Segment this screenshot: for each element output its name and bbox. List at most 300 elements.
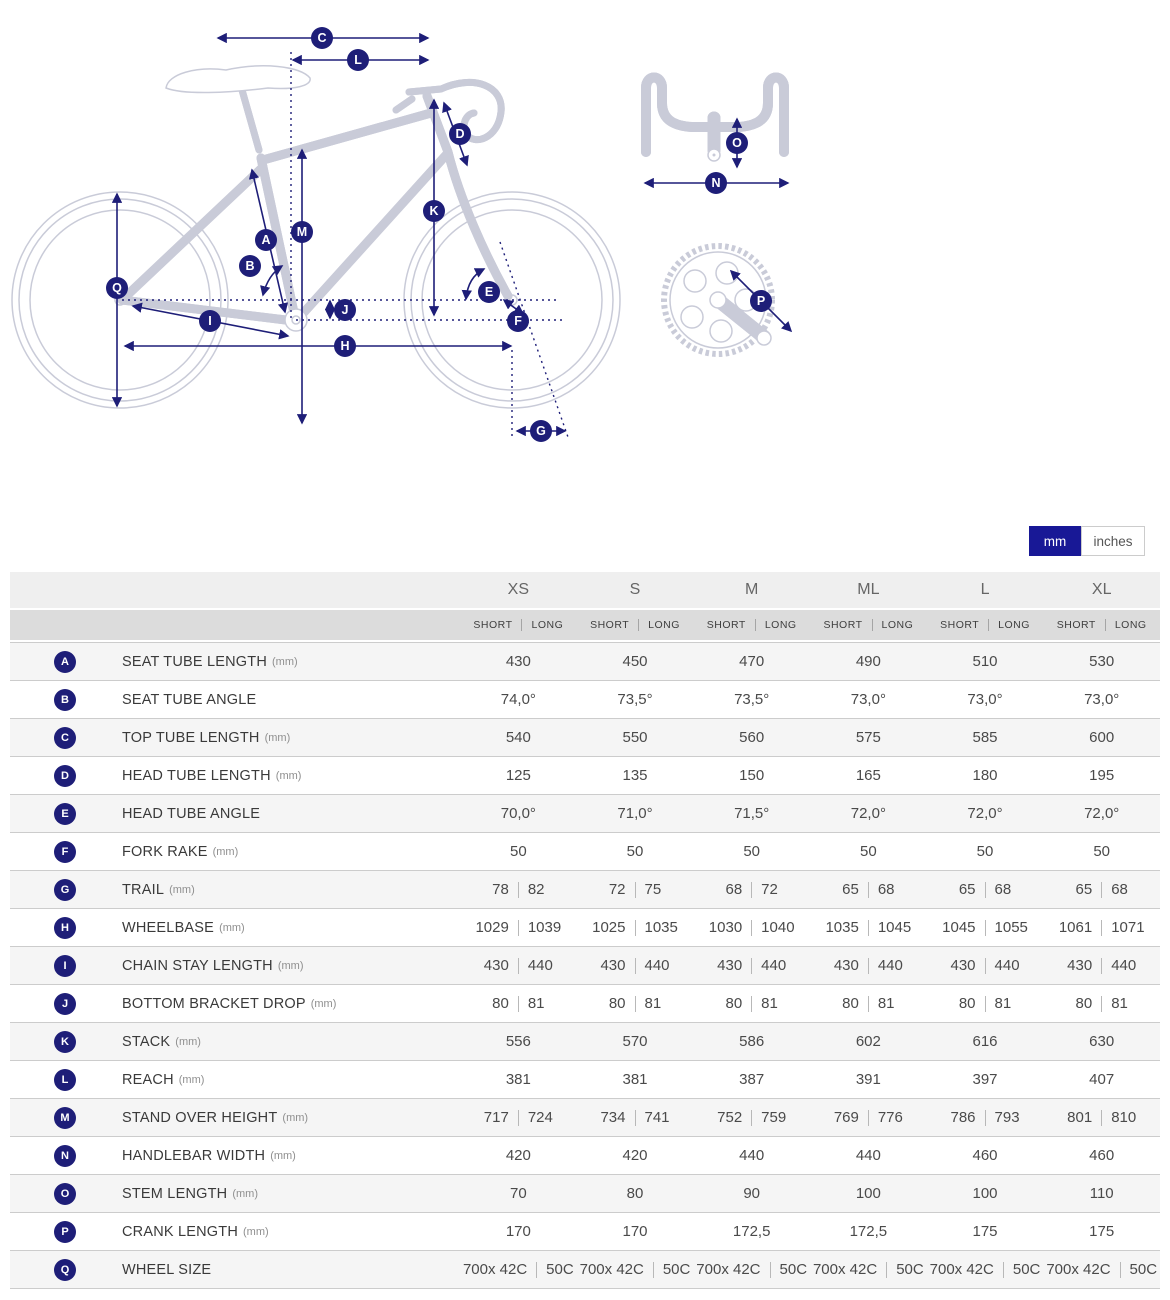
value: 510 [972,653,998,670]
value: 100 [972,1185,998,1202]
value-short: 68 [725,881,743,898]
value-short: 717 [483,1109,509,1126]
row-unit: (mm) [282,1111,309,1124]
value-short: 1035 [825,919,859,936]
value: 387 [739,1071,765,1088]
value-cell [927,909,1044,946]
row-label: TOP TUBE LENGTH [122,729,260,746]
value-long: 759 [761,1109,787,1126]
value-separator [868,1110,869,1126]
size-column-header: S [629,581,641,598]
value-long: 440 [994,957,1020,974]
svg-text:A: A [261,233,271,248]
value-cell [1043,1061,1160,1098]
row-unit: (mm) [270,1149,296,1162]
value-separator [868,996,869,1012]
value-cell [693,1099,810,1136]
table-row [10,870,1160,908]
value: 180 [972,767,998,784]
value-long: 1035 [644,919,678,936]
value-cell [577,947,694,984]
value-short: 769 [833,1109,859,1126]
value-long: 1040 [761,919,795,936]
value-long: 50C [1129,1261,1158,1278]
row-badge: L [54,1069,76,1091]
row-label-cell [10,909,460,946]
svg-text:P: P [756,294,766,309]
value-short: 80 [725,995,743,1012]
value-long: 82 [527,881,545,898]
fit-long-label: LONG [881,619,914,631]
value-cell [460,719,577,756]
value-cell [810,909,927,946]
value-short: 80 [608,995,626,1012]
value-cell [1043,1251,1160,1288]
value-cell [693,681,810,718]
value-long: 1039 [527,919,562,936]
value-cell [1043,1137,1160,1174]
value-separator [1003,1262,1004,1278]
row-label: FORK RAKE [122,843,208,860]
row-label-cell [10,719,460,756]
value-long: 50C [779,1261,808,1278]
table-row [10,756,1160,794]
svg-text:G: G [536,424,546,439]
value-cell [810,795,927,832]
row-label: WHEEL SIZE [122,1261,212,1278]
value-cell [927,795,1044,832]
value: 73,5° [617,691,653,708]
value-short: 700x 42C [812,1261,878,1278]
value-cell [927,643,1044,680]
value-separator [886,1262,887,1278]
value-short: 801 [1067,1109,1093,1126]
value-long: 81 [877,995,895,1012]
table-row [10,1250,1160,1288]
value: 600 [1089,729,1115,746]
value: 170 [505,1223,531,1240]
value: 71,0° [617,805,653,822]
row-unit: (mm) [175,1035,201,1048]
fit-column-header [460,610,577,640]
value-cell [1043,1213,1160,1250]
value-cell [460,871,577,908]
value-cell [927,719,1044,756]
value-short: 430 [600,957,626,974]
fit-separator [755,619,756,631]
value-separator [1120,1262,1121,1278]
value-short: 65 [958,881,976,898]
value-separator [518,882,519,898]
handlebar-top-view [646,78,784,162]
value-cell [927,871,1044,908]
value-separator [635,920,636,936]
bike-geometry-illustration [0,0,1170,500]
value-short: 80 [492,995,509,1012]
value-separator [751,958,752,974]
diagram-badge-f [507,310,529,332]
svg-text:E: E [484,285,494,300]
fit-long-label: LONG [764,619,797,631]
value: 70 [509,1185,527,1202]
value-short: 700x 42C [462,1261,528,1278]
value: 420 [622,1147,648,1164]
value-cell [460,833,577,870]
row-badge: A [54,651,76,673]
row-label: SEAT TUBE ANGLE [122,691,257,708]
value-short: 752 [717,1109,743,1126]
fit-column-header [1043,610,1160,640]
row-label: WHEELBASE [122,919,215,936]
value-cell [1043,1099,1160,1136]
svg-text:O: O [732,136,742,151]
row-unit: (mm) [243,1225,269,1238]
value: 540 [505,729,531,746]
diagram-badge-d [449,123,471,145]
value-separator [868,882,869,898]
row-label: HEAD TUBE LENGTH [122,767,271,784]
value-long: 440 [877,957,903,974]
fit-separator [872,619,873,631]
fit-short-label: SHORT [823,619,863,631]
row-unit: (mm) [169,883,195,896]
value-short: 430 [950,957,976,974]
row-unit: (mm) [212,845,239,858]
svg-text:N: N [711,176,721,191]
row-label-cell [10,1175,460,1212]
size-header-row [10,572,1160,608]
value-long: 1071 [1111,919,1145,936]
value-long: 1055 [994,919,1028,936]
value: 172,5 [732,1223,771,1240]
value-separator [985,996,986,1012]
value-separator [868,958,869,974]
value-cell [927,1251,1044,1288]
value-cell [577,795,694,832]
row-badge: G [54,879,76,901]
value-cell [577,985,694,1022]
fit-column-header [810,610,927,640]
value-separator [518,996,519,1012]
value-separator [868,920,869,936]
bike-frame [122,66,508,331]
value-cell [927,1175,1044,1212]
table-row [10,1174,1160,1212]
value: 73,5° [734,691,770,708]
row-badge: C [54,727,76,749]
fit-separator [638,619,639,631]
value-cell [577,719,694,756]
value: 70,0° [500,805,536,822]
table-row [10,794,1160,832]
value-cell [810,1023,927,1060]
value: 602 [855,1033,881,1050]
value-cell [927,757,1044,794]
value: 490 [855,653,881,670]
table-row [10,1212,1160,1250]
value-separator [1101,882,1102,898]
row-unit: (mm) [219,921,245,934]
value-long: 68 [877,881,895,898]
value: 570 [622,1033,648,1050]
value-cell [927,681,1044,718]
row-label: CRANK LENGTH [122,1223,238,1240]
value-cell [927,1023,1044,1060]
diagram-badge-h [334,335,356,357]
fit-long-label: LONG [531,619,564,631]
value-cell [577,1175,694,1212]
value-separator [751,882,752,898]
value-separator [751,1110,752,1126]
value-long: 440 [527,957,553,974]
value-separator [518,1110,519,1126]
value: 50 [743,843,761,860]
value-cell [810,1251,927,1288]
fit-long-label: LONG [1114,619,1147,631]
size-column-header: ML [857,581,880,598]
value-short: 430 [1067,957,1093,974]
table-row [10,984,1160,1022]
row-label-cell [10,1213,460,1250]
geometry-table [10,572,1160,1289]
value-cell [460,757,577,794]
dimension-arrows [117,38,791,431]
table-row [10,832,1160,870]
row-label-cell [10,681,460,718]
value-short: 1045 [942,919,976,936]
value-short: 700x 42C [1046,1261,1111,1278]
table-row [10,1060,1160,1098]
row-label: STACK [122,1033,171,1050]
value-short: 80 [842,995,859,1012]
value-cell [577,1251,694,1288]
diagram-badge-c [311,27,333,49]
row-label: STAND OVER HEIGHT [122,1109,278,1126]
value-cell [577,833,694,870]
value-cell [693,1137,810,1174]
value-cell [1043,719,1160,756]
value: 586 [739,1033,765,1050]
size-column-header: XS [507,581,529,598]
value-separator [985,882,986,898]
value-separator [1101,920,1102,936]
value: 71,5° [734,805,770,822]
svg-text:F: F [514,314,522,329]
value-separator [1101,958,1102,974]
svg-text:C: C [317,31,327,46]
value-long: 1045 [877,919,912,936]
value-cell [577,871,694,908]
value-long: 776 [877,1109,903,1126]
value-long: 440 [644,957,670,974]
value-cell [577,681,694,718]
value-cell [693,1061,810,1098]
value: 50 [626,843,644,860]
value-cell [810,833,927,870]
row-badge: P [54,1221,76,1243]
value-cell [460,909,577,946]
svg-text:L: L [354,53,362,68]
table-row [10,946,1160,984]
row-label-cell [10,1061,460,1098]
value: 460 [1089,1147,1115,1164]
row-label-cell [10,643,460,680]
row-label: HEAD TUBE ANGLE [122,805,261,822]
fit-column-header [693,610,810,640]
value: 585 [972,729,998,746]
value-cell [1043,833,1160,870]
value-short: 700x 42C [929,1261,994,1278]
fit-column-header [577,610,694,640]
value: 460 [972,1147,998,1164]
value-cell [927,833,1044,870]
value-cell [460,1213,577,1250]
value-cell [693,1251,810,1288]
row-label-cell [10,795,460,832]
diagram-badge-o [726,132,748,154]
value-cell [577,1023,694,1060]
value-cell [693,985,810,1022]
value-short: 65 [1075,881,1093,898]
value-cell [1043,757,1160,794]
value-separator [751,920,752,936]
value-separator [518,958,519,974]
fit-short-label: SHORT [590,619,630,631]
value-short: 786 [950,1109,976,1126]
row-badge: F [54,841,76,863]
value-separator [1101,996,1102,1012]
value-cell [460,1137,577,1174]
value: 74,0° [500,691,536,708]
value: 630 [1089,1033,1115,1050]
row-label: STEM LENGTH [122,1185,228,1202]
value-cell [1043,643,1160,680]
value-cell [693,795,810,832]
value: 50 [1093,843,1111,860]
value: 195 [1089,767,1115,784]
value-short: 734 [600,1109,626,1126]
value-short: 78 [492,881,509,898]
value-cell [693,719,810,756]
value-short: 1061 [1058,919,1093,936]
row-label: CHAIN STAY LENGTH [122,957,273,974]
diagram-badge-a [255,229,277,251]
value-cell [810,985,927,1022]
value: 175 [972,1223,998,1240]
value: 110 [1089,1185,1114,1202]
row-unit: (mm) [272,655,298,668]
value: 407 [1089,1071,1115,1088]
value-cell [577,1137,694,1174]
diagram-badge-i [199,310,221,332]
value-cell [810,1175,927,1212]
value-cell [810,947,927,984]
value-long: 81 [761,995,778,1012]
row-unit: (mm) [232,1187,258,1200]
diagram-badge-l [347,49,369,71]
units-inches-button[interactable]: inches [1081,526,1145,556]
value-cell [1043,1175,1160,1212]
value-long: 72 [761,881,778,898]
value-cell [927,1137,1044,1174]
value-cell [693,871,810,908]
row-badge: O [54,1183,76,1205]
row-unit: (mm) [275,769,302,782]
size-column-header: M [745,581,759,598]
geometry-diagram [0,0,1170,500]
value-cell [460,1061,577,1098]
row-label-cell [10,985,460,1022]
table-row [10,1022,1160,1060]
table-row [10,1098,1160,1136]
value-cell [577,1099,694,1136]
value: 50 [509,843,527,860]
value: 530 [1089,653,1115,670]
value-cell [810,757,927,794]
value: 391 [855,1071,881,1088]
value-long: 75 [644,881,662,898]
units-mm-button[interactable]: mm [1029,526,1081,556]
value-cell [1043,871,1160,908]
value: 440 [855,1147,881,1164]
row-label-cell [10,1099,460,1136]
value-cell [693,947,810,984]
row-badge: J [54,993,76,1015]
value: 100 [855,1185,881,1202]
value: 430 [505,653,531,670]
value: 165 [855,767,881,784]
row-label: SEAT TUBE LENGTH [122,653,268,670]
value: 90 [743,1185,761,1202]
value-separator [985,920,986,936]
size-column-header: L [980,581,990,598]
value-cell [693,757,810,794]
value: 72,0° [1084,805,1120,822]
row-label-cell [10,757,460,794]
diagram-badge-b [239,255,261,277]
diagram-badge-k [423,200,445,222]
svg-text:M: M [296,225,308,240]
svg-text:H: H [340,339,350,354]
value-cell [693,643,810,680]
value: 170 [622,1223,648,1240]
value-cell [577,1213,694,1250]
row-badge: M [54,1107,76,1129]
value-cell [577,643,694,680]
value-cell [577,757,694,794]
value-cell [810,1061,927,1098]
row-badge: Q [54,1259,76,1281]
value: 575 [855,729,881,746]
value-separator [635,996,636,1012]
value-cell [927,947,1044,984]
value-separator [635,1110,636,1126]
row-label-cell [10,947,460,984]
fit-separator [988,619,989,631]
value-separator [1101,1110,1102,1126]
value: 560 [739,729,765,746]
value-long: 68 [994,881,1012,898]
value: 381 [505,1071,531,1088]
value-separator [635,882,636,898]
value-long: 68 [1111,881,1128,898]
fit-header-label-spacer [10,610,460,640]
value-long: 81 [644,995,662,1012]
row-badge: K [54,1031,76,1053]
value-separator [770,1262,771,1278]
value-cell [1043,795,1160,832]
value: 550 [622,729,648,746]
